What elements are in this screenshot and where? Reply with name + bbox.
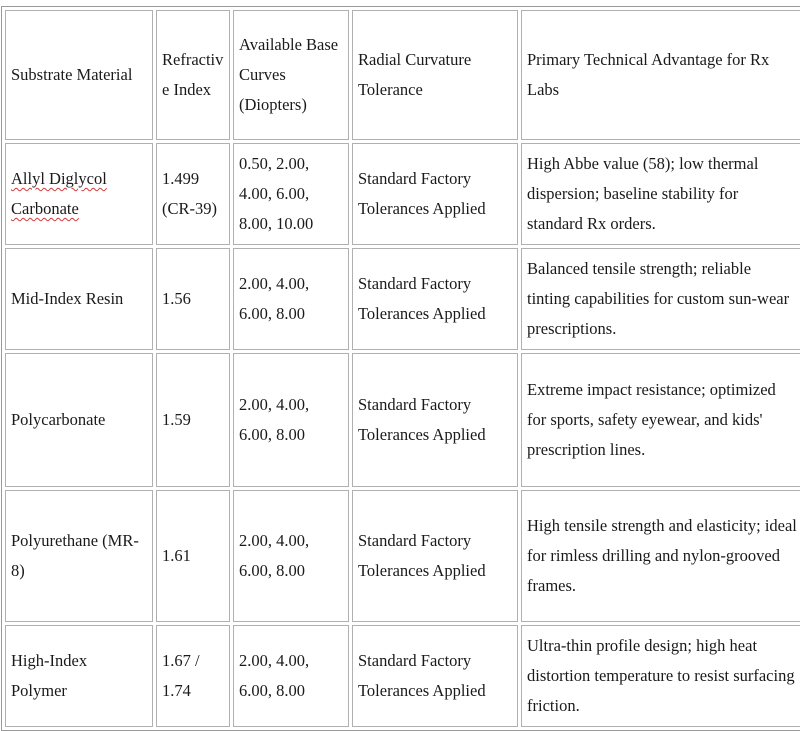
curves-cell	[233, 353, 349, 487]
index-cell	[156, 490, 230, 622]
header-cell-tolerance	[352, 10, 518, 140]
header-label: Available Base Curves (Diopters)	[239, 35, 339, 114]
table-row	[5, 353, 800, 487]
material-cell	[5, 143, 153, 245]
header-label: Substrate Material	[11, 65, 133, 84]
header-label: Primary Technical Advantage for Rx Labs	[527, 50, 770, 99]
tolerance-text: Standard Factory Tolerances Applied	[358, 531, 486, 580]
tolerance-text: Standard Factory Tolerances Applied	[358, 169, 486, 218]
header-cell-material	[5, 10, 153, 140]
header-label: Radial Curvature Tolerance	[358, 50, 472, 99]
material-text: Polyurethane (MR-8)	[11, 531, 139, 580]
index-text: 1.499 (CR-39)	[162, 169, 217, 218]
advantage-cell	[521, 353, 800, 487]
index-text: 1.59	[162, 410, 191, 429]
curves-text: 2.00, 4.00, 6.00, 8.00	[239, 651, 310, 700]
table-row	[5, 625, 800, 727]
material-cell	[5, 353, 153, 487]
curves-cell	[233, 625, 349, 727]
index-text: 1.56	[162, 289, 191, 308]
curves-text: 2.00, 4.00, 6.00, 8.00	[239, 395, 310, 444]
tolerance-cell	[352, 248, 518, 350]
advantage-text: High Abbe value (58); low thermal dispersion; baseline stability for standard Rx orders.	[527, 154, 759, 233]
material-text: Allyl Diglycol Carbonate	[11, 169, 107, 218]
curves-cell	[233, 143, 349, 245]
header-cell-advantage	[521, 10, 800, 140]
material-text: High-Index Polymer	[11, 651, 88, 700]
advantage-text: Ultra-thin profile design; high heat distortion temperature to resist surfacing friction.	[527, 636, 795, 715]
header-cell-index	[156, 10, 230, 140]
index-cell	[156, 625, 230, 727]
curves-text: 2.00, 4.00, 6.00, 8.00	[239, 274, 310, 323]
curves-text: 2.00, 4.00, 6.00, 8.00	[239, 531, 310, 580]
material-cell	[5, 625, 153, 727]
header-label: Refractive Index	[162, 50, 224, 99]
material-cell	[5, 490, 153, 622]
advantage-cell	[521, 248, 800, 350]
tolerance-cell	[352, 143, 518, 245]
index-text: 1.61	[162, 546, 191, 565]
curves-text: 0.50, 2.00, 4.00, 6.00, 8.00, 10.00	[239, 154, 314, 233]
tolerance-cell	[352, 353, 518, 487]
table-row	[5, 490, 800, 622]
table-row	[5, 143, 800, 245]
tolerance-text: Standard Factory Tolerances Applied	[358, 274, 486, 323]
curves-cell	[233, 248, 349, 350]
material-text: Mid-Index Resin	[11, 289, 124, 308]
tolerance-cell	[352, 490, 518, 622]
advantage-cell	[521, 143, 800, 245]
substrate-table	[1, 6, 800, 731]
tolerance-text: Standard Factory Tolerances Applied	[358, 395, 486, 444]
advantage-cell	[521, 490, 800, 622]
material-cell	[5, 248, 153, 350]
advantage-text: Extreme impact resistance; optimized for sports, safety eyewear, and kids' prescription lines.	[527, 380, 776, 459]
index-cell	[156, 248, 230, 350]
advantage-text: High tensile strength and elasticity; ideal for rimless drilling and nylon-grooved frames.	[527, 516, 797, 595]
index-cell	[156, 353, 230, 487]
curves-cell	[233, 490, 349, 622]
advantage-text: Balanced tensile strength; reliable tinting capabilities for custom sun-wear prescriptions.	[527, 259, 790, 338]
advantage-cell	[521, 625, 800, 727]
index-cell	[156, 143, 230, 245]
table-row	[5, 248, 800, 350]
tolerance-cell	[352, 625, 518, 727]
index-text: 1.67 / 1.74	[162, 651, 200, 700]
header-cell-curves	[233, 10, 349, 140]
table-header-row	[5, 10, 800, 140]
material-text: Polycarbonate	[11, 410, 106, 429]
tolerance-text: Standard Factory Tolerances Applied	[358, 651, 486, 700]
